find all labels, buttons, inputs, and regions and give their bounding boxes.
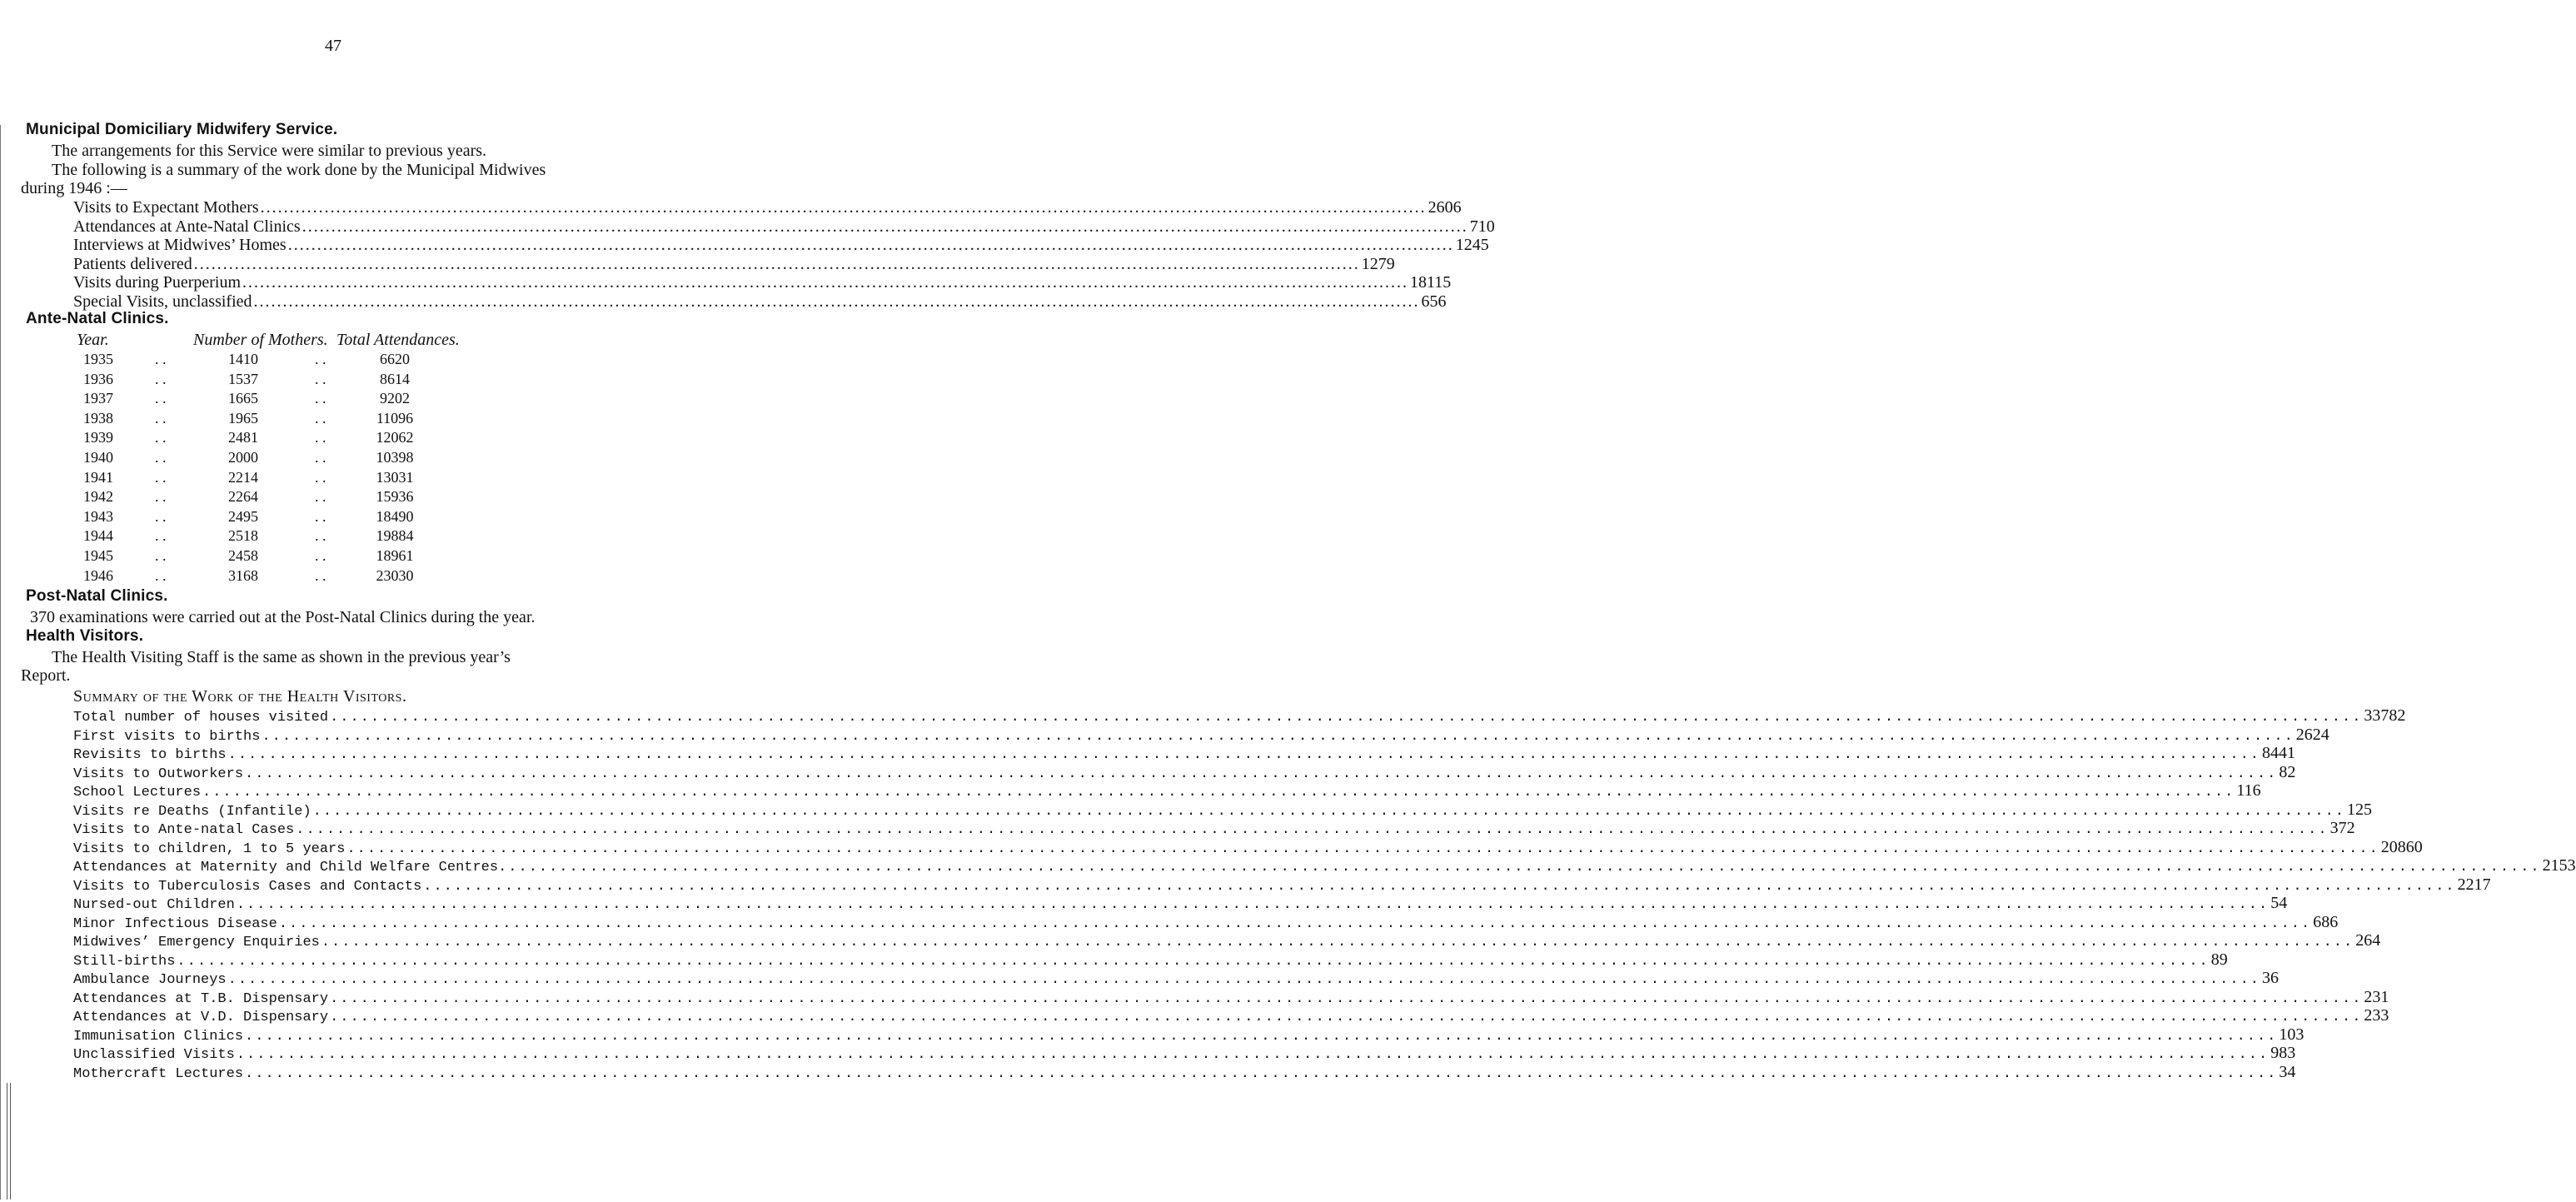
summary-row-label: Interviews at Midwives’ Homes	[73, 236, 286, 255]
leader-dots: ........................................................................................................................................................................................................	[202, 785, 2235, 801]
leader-dots: ........................................................................................................................................................................................................	[236, 1047, 2270, 1063]
summary-row-value: 233	[2364, 1006, 2389, 1025]
leader-dots: . .	[315, 351, 326, 367]
cell-attendances: 13031	[376, 468, 414, 486]
cell-mothers: 1965	[228, 409, 258, 426]
summary-row	[73, 1025, 2304, 1045]
cell-attendances: 12062	[376, 429, 414, 446]
summary-row-value: 54	[2270, 894, 2288, 912]
midwifery-para1: The arrangements for this Service were similar to previous years.	[52, 142, 487, 160]
leader-dots: ........................................................................................................................................................................................................	[330, 1010, 2363, 1025]
leader-dots: ........................................................................................................................................................................................................	[346, 840, 2379, 857]
summary-row-label: Visits during Puerperium	[73, 273, 242, 292]
cell-year: 1942	[83, 488, 113, 506]
table-row	[0, 351, 666, 369]
table-row	[0, 527, 666, 546]
leader-dots: ........................................................................................................................................................................................................	[321, 935, 2354, 950]
cell-year: 1944	[83, 527, 113, 545]
leader-dots: ........................................................................................................................................................................................................	[245, 1028, 2278, 1045]
table-row	[0, 371, 666, 389]
summary-row-value: 82	[2279, 762, 2296, 781]
leader-dots: ........................................................................................................................................................................................................	[423, 878, 2456, 895]
cell-attendances: 10398	[376, 449, 414, 466]
cell-attendances: 8614	[380, 370, 410, 387]
cell-attendances: 18490	[376, 507, 414, 525]
summary-row-value: 34	[2279, 1062, 2296, 1081]
leader-dots: . .	[315, 429, 326, 446]
summary-row	[73, 1044, 2296, 1064]
summary-row	[73, 800, 2372, 820]
summary-row-label: Ambulance Journeys	[73, 972, 227, 988]
cell-mothers: 3168	[228, 566, 258, 584]
summary-row-label: Mothercraft Lectures	[73, 1065, 244, 1082]
summary-row	[73, 273, 1452, 293]
summary-row-value: 372	[2329, 819, 2355, 837]
summary-row-value: 983	[2270, 1044, 2296, 1062]
leader-dots: ........................................................................................................................................................................................................	[278, 915, 2312, 932]
cell-mothers: 2518	[228, 527, 258, 545]
leader-dots: ........................................................................................................................................................................................................	[301, 217, 1468, 236]
leader-dots: . .	[155, 409, 167, 426]
summary-row	[73, 819, 2355, 839]
postnatal-heading: Post-Natal Clinics.	[26, 587, 168, 605]
leader-dots: ........................................................................................................................................................................................................	[312, 803, 2345, 820]
midwifery-para2-line2: during 1946 :—	[21, 179, 127, 197]
cell-mothers: 1410	[228, 351, 258, 367]
summary-row-value: 89	[2210, 950, 2228, 969]
leader-dots: ........................................................................................................................................................................................................	[330, 990, 2363, 1007]
summary-row-value: 18115	[1410, 273, 1452, 292]
summary-row-value: 103	[2279, 1025, 2304, 1044]
leader-dots: . .	[155, 527, 167, 545]
summary-row-label: Attendances at Ante-Natal Clinics	[73, 217, 301, 236]
summary-row-label: Visits re Deaths (Infantile)	[73, 803, 311, 820]
summary-row	[73, 744, 2295, 764]
col-header-year: Year.	[77, 331, 109, 349]
leader-dots: ........................................................................................................................................................................................................	[177, 953, 2210, 970]
summary-row-label: School Lectures	[73, 785, 202, 801]
cell-mothers: 1537	[228, 370, 258, 387]
leader-dots: ........................................................................................................................................................................................................	[245, 766, 2278, 782]
leader-dots: . .	[315, 449, 326, 466]
leader-dots: ........................................................................................................................................................................................................	[242, 273, 1409, 292]
cell-year: 1941	[83, 468, 113, 486]
summary-row-label: Visits to Ante-natal Cases	[73, 822, 295, 838]
leader-dots: . .	[315, 370, 326, 387]
summary-row-value: 656	[1421, 292, 1447, 311]
table-row	[0, 449, 666, 467]
table-row	[0, 567, 666, 586]
leader-dots: ........................................................................................................................................................................................................	[227, 747, 2260, 763]
antenatal-heading: Ante-Natal Clinics.	[26, 310, 169, 327]
summary-row-label: Visits to Tuberculosis Cases and Contacts	[73, 878, 422, 895]
summary-row-label: Attendances at Maternity and Child Welfare Centres.	[73, 860, 507, 875]
summary-row-value: 116	[2236, 781, 2261, 800]
leader-dots: . .	[315, 547, 326, 564]
cell-mothers: 2214	[228, 468, 258, 486]
table-row	[0, 390, 666, 408]
health-visitors-text-line1: The Health Visiting Staff is the same as shown in the previous year’s	[52, 648, 511, 666]
cell-year: 1938	[83, 409, 113, 426]
summary-row-label: Revisits to births	[73, 747, 227, 763]
summary-row-label: Attendances at T.B. Dispensary	[73, 990, 329, 1007]
cell-attendances: 6620	[380, 351, 410, 367]
cell-mothers: 2264	[228, 488, 258, 506]
leader-dots: . .	[155, 547, 167, 564]
summary-row	[73, 856, 2576, 876]
cell-year: 1940	[83, 449, 113, 466]
table-row	[0, 410, 666, 428]
leader-dots: ........................................................................................................................................................................................................	[330, 710, 2363, 726]
leader-dots: . .	[155, 351, 167, 367]
summary-row-label: Total number of houses visited	[73, 710, 329, 726]
summary-row	[73, 781, 2261, 801]
summary-row	[73, 894, 2288, 914]
summary-row	[73, 931, 2381, 951]
summary-row-value: 36	[2261, 969, 2279, 987]
summary-row-value: 2153	[2542, 856, 2576, 875]
midwifery-heading: Municipal Domiciliary Midwifery Service.	[26, 121, 338, 138]
summary-row-label: Special Visits, unclassified	[73, 292, 252, 311]
leader-dots: . .	[315, 409, 326, 426]
leader-dots: . .	[315, 488, 326, 506]
summary-row-label: First visits to births	[73, 728, 261, 745]
cell-attendances: 9202	[380, 390, 410, 407]
leader-dots: ........................................................................................................................................................................................................	[296, 822, 2329, 838]
summary-row	[73, 1062, 2296, 1083]
table-row	[0, 429, 666, 447]
leader-dots: ........................................................................................................................................................................................................	[193, 254, 1360, 273]
summary-row	[73, 254, 1395, 275]
cell-mothers: 1665	[228, 390, 258, 407]
summary-row	[73, 987, 2389, 1008]
leader-dots: . .	[155, 488, 167, 506]
summary-row	[73, 969, 2279, 989]
summary-row-label: Visits to children, 1 to 5 years	[73, 840, 346, 857]
summary-row	[73, 950, 2228, 970]
summary-row-label: Nursed-out Children	[73, 897, 235, 913]
summary-row	[73, 875, 2491, 895]
binding-edge-lower	[7, 1083, 11, 1200]
cell-year: 1937	[83, 390, 113, 407]
summary-row-value: 1279	[1361, 254, 1395, 273]
cell-mothers: 2481	[228, 429, 258, 446]
leader-dots: . .	[155, 429, 167, 446]
summary-row-label: Patients delivered	[73, 254, 192, 273]
summary-row-value: 2624	[2295, 725, 2329, 744]
summary-row-value: 2217	[2457, 875, 2491, 894]
leader-dots: ........................................................................................................................................................................................................	[227, 972, 2260, 988]
leader-dots: . .	[155, 390, 167, 407]
summary-row-value: 264	[2355, 931, 2381, 950]
summary-row	[73, 725, 2329, 746]
summary-row-label: Still-births	[73, 953, 176, 970]
cell-mothers: 2458	[228, 547, 258, 564]
leader-dots: . .	[315, 390, 326, 407]
leader-dots: . .	[315, 527, 326, 545]
health-visitors-summary-title: Summary of the Work of the Health Visitors.	[73, 687, 407, 706]
leader-dots: . .	[155, 507, 167, 525]
binding-edge	[0, 125, 6, 1200]
leader-dots: ........................................................................................................................................................................................................	[245, 1065, 2278, 1082]
leader-dots: . .	[315, 468, 326, 486]
cell-year: 1945	[83, 547, 113, 564]
health-visitors-text-line2: Report.	[21, 666, 71, 685]
leader-dots: . .	[155, 449, 167, 466]
cell-attendances: 23030	[376, 566, 414, 584]
table-row	[0, 469, 666, 487]
health-visitors-heading: Health Visitors.	[26, 627, 144, 645]
cell-attendances: 11096	[376, 409, 414, 426]
leader-dots: ........................................................................................................................................................................................................	[236, 897, 2270, 913]
midwifery-para2-line1: The following is a summary of the work done by the Municipal Midwives	[52, 161, 546, 179]
summary-row-value: 231	[2364, 987, 2389, 1006]
summary-row	[73, 1006, 2389, 1026]
col-header-mothers: Number of Mothers.	[193, 331, 328, 349]
summary-row-value: 2606	[1428, 198, 1462, 217]
cell-year: 1943	[83, 507, 113, 525]
summary-row-value: 33782	[2364, 706, 2406, 725]
summary-row-value: 686	[2313, 912, 2339, 931]
cell-attendances: 19884	[376, 527, 414, 545]
leader-dots: . .	[155, 370, 167, 387]
col-header-attendances: Total Attendances.	[336, 331, 460, 349]
summary-row	[73, 762, 2296, 783]
leader-dots: ........................................................................................................................................................................................................	[508, 860, 2541, 875]
cell-mothers: 2495	[228, 507, 258, 525]
summary-row-label: Visits to Outworkers	[73, 766, 244, 782]
summary-row-label: Immunisation Clinics	[73, 1028, 244, 1045]
cell-mothers: 2000	[228, 449, 258, 466]
cell-attendances: 15936	[376, 488, 414, 506]
summary-row-label: Unclassified Visits	[73, 1047, 235, 1063]
leader-dots: ........................................................................................................................................................................................................	[260, 198, 1427, 217]
summary-row-label: Midwives’ Emergency Enquiries	[73, 935, 320, 950]
leader-dots: ........................................................................................................................................................................................................	[262, 728, 2294, 745]
cell-year: 1946	[83, 566, 113, 584]
table-row	[0, 547, 666, 566]
summary-row-value: 710	[1469, 217, 1495, 236]
cell-attendances: 18961	[376, 547, 414, 564]
cell-year: 1935	[83, 351, 113, 367]
table-row	[0, 488, 666, 506]
summary-row-label: Visits to Expectant Mothers	[73, 198, 259, 217]
summary-row	[73, 198, 1462, 218]
leader-dots: ........................................................................................................................................................................................................	[287, 236, 1454, 255]
leader-dots: . .	[155, 468, 167, 486]
summary-row	[73, 837, 2423, 858]
leader-dots: . .	[315, 507, 326, 525]
summary-row	[73, 236, 1489, 256]
leader-dots: . .	[155, 566, 167, 584]
summary-row-value: 8441	[2261, 744, 2295, 762]
summary-row	[73, 217, 1495, 237]
summary-row	[73, 912, 2339, 933]
summary-row-value: 125	[2347, 800, 2372, 819]
cell-year: 1939	[83, 429, 113, 446]
summary-row-label: Attendances at V.D. Dispensary	[73, 1010, 329, 1025]
table-row	[0, 508, 666, 526]
summary-row-label: Minor Infectious Disease	[73, 915, 277, 932]
leader-dots: . .	[315, 566, 326, 584]
postnatal-text: 370 examinations were carried out at the Post-Natal Clinics during the year.	[30, 608, 536, 626]
summary-row-value: 1245	[1455, 236, 1489, 255]
page-number: 47	[325, 37, 341, 55]
leader-dots: ........................................................................................................................................................................................................	[253, 292, 1420, 311]
summary-row	[73, 706, 2406, 726]
summary-row-value: 20860	[2380, 837, 2423, 856]
cell-year: 1936	[83, 370, 113, 387]
